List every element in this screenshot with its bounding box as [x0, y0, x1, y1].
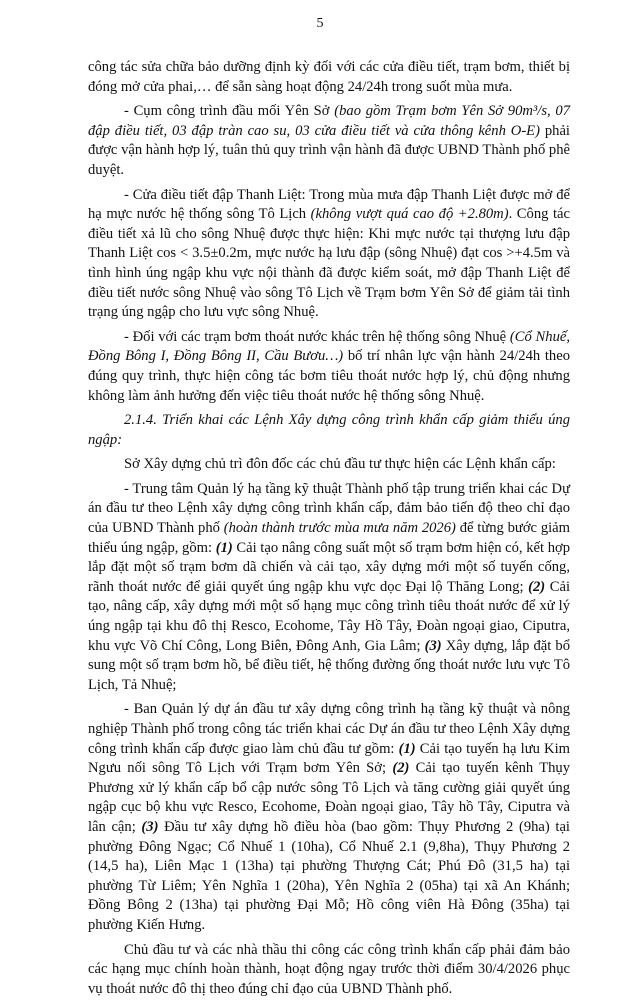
text-run: công tác sửa chữa bảo dưỡng định kỳ đối với các cửa điều tiết, trạm bơm, thiết bị đóng mở cửa phai,… để sẵn sàng hoạt động 24/24h trong suốt mùa mưa. [88, 59, 570, 95]
text-run: (hoàn thành trước mùa mưa năm 2026) [223, 520, 456, 537]
text-run: phải được vận hành hợp lý, tuân thủ quy trình vận hành đã được UBND Thành phố phê duyệt. [88, 122, 570, 178]
text-run: - Trung tâm Quản lý hạ tầng kỹ thuật Thành phố tập trung triển khai các Dự án đầu tư theo Lệnh xây dựng công trình khẩn cấp, đảm bảo tiến độ theo chỉ đạo của UBND Thành phố [88, 480, 570, 537]
page-number: 5 [316, 16, 324, 31]
text-run: Cải tạo nâng công suất một số trạm bơm hiện có, kết hợp lắp đặt một số trạm bơm dã chiến và cải tạo, xây dựng mới một số tuyến cống, rãnh thoát nước để giải quyết úng ngập khu vực dọc Đại lộ Thăng Long; [88, 539, 571, 595]
text-run: (3) [141, 818, 159, 835]
paragraph-yen-so-cluster [88, 102, 570, 180]
paragraph-maintenance [88, 58, 570, 97]
paragraph-thanh-liet-dam [88, 186, 570, 323]
text-run: Sở Xây dựng chủ trì đôn đốc các chủ đầu tư thực hiện các Lệnh khẩn cấp: [124, 456, 556, 473]
text-run: Xây dựng, lắp đặt bổ sung một số trạm bơm hồ, bể điều tiết, hệ thống đường ống thoát nước lưu vực Tô Lịch, Tả Nhuệ; [88, 637, 570, 693]
text-run: - Đối với các trạm bơm thoát nước khác trên hệ thống sông Nhuệ [124, 328, 510, 345]
paragraph-infrastructure-center [88, 480, 570, 696]
text-run: - Ban Quản lý dự án đầu tư xây dựng công trình hạ tầng kỹ thuật và nông nghiệp Thành phố trong công tác triển khai các Dự án đầu tư theo Lệnh Xây dựng công trình khẩn cấp được giao làm chủ đầu tư gồm: [88, 701, 570, 757]
text-run: (1) [398, 740, 416, 757]
text-run: (bao gồm Trạm bơm Yên Sở 90m³/s, 07 đập điều tiết, 03 đập tràn cao su, 03 cửa điều tiết và cửa thông kênh O-E) [88, 103, 570, 139]
paragraph-project-board [88, 700, 570, 935]
text-run: 2.1.4. Triển khai các Lệnh Xây dựng công trình khẩn cấp giảm thiểu úng ngập: [88, 412, 570, 448]
text-run: (không vượt quá cao độ +2.80m) [310, 206, 509, 223]
text-run: Cải tạo tuyến hạ lưu Kim Ngưu nối sông Tô Lịch với Trạm bơm Yên Sở; [88, 740, 571, 777]
text-run: Đầu tư xây dựng hồ điều hòa (bao gồm: Thụy Phương 2 (9ha) tại phường Đông Ngạc; Cổ Nhuế 1 (10ha), Cổ Nhuế 2.1 (9,8ha), Thụy Phương 2 (14,5 ha), Liên Mạc 1 (13ha) tại phường Thượng Cát; Phú Đô (31,5 ha) tại phường Từ Liêm; Yên Nghĩa 1 (20ha), Yên Nghĩa 2 (05ha) tại xã An Khánh; Đồng Bông 2 (13ha) tại phường Đại Mỗ; Hồ công viên Hà Đông (35ha) tại phường Kiến Hưng. [88, 818, 570, 933]
text-run: để từng bước giảm thiểu úng ngập, gồm: [88, 520, 571, 556]
text-run: (Cổ Nhuế, Đồng Bông I, Đồng Bông II, Cầu Bươu…) [88, 328, 570, 365]
text-run: Chủ đầu tư và các nhà thầu thi công các công trình khẩn cấp phải đảm bảo các hạng mục chính hoàn thành, hoạt động ngay trước thời điểm 30/4/2026 phục vụ thoát nước đô thị theo đúng chỉ đạo của UBND Thành phố. [88, 941, 570, 997]
text-run: - Cửa điều tiết đập Thanh Liệt: Trong mùa mưa đập Thanh Liệt được mở để hạ mực nước hệ thống sông Tô Lịch [88, 186, 570, 223]
text-run: (2) [528, 578, 546, 595]
paragraph-nhue-pump-stations [88, 328, 570, 406]
paragraph-deadline [88, 941, 570, 1000]
text-run: Cải tạo, nâng cấp, xây dựng mới một số hạng mục công trình tiêu thoát nước để xử lý úng ngập tại khu đô thị Resco, Ecohome, Tây Hồ Tây, Đoàn ngoại giao, Ciputra, khu vực Võ Chí Công, Long Biên, Đông Anh, Gia Lâm; [88, 578, 570, 654]
text-run: (3) [424, 637, 442, 654]
section-heading-2-1-4 [88, 411, 570, 450]
document-body [88, 58, 570, 1004]
text-run: Cải tạo tuyến kênh Thụy Phương xử lý khẩn cấp bổ cập nước sông Tô Lịch và tăng cường giải quyết úng ngập cục bộ khu vực Resco, Ecohome, Đoàn ngoại giao, Tây hồ Tây, Ciputra và lân cận; [88, 760, 571, 835]
text-run: bố trí nhân lực vận hành 24/24h theo đúng quy trình, thực hiện công tác bơm tiêu thoát nước hợp lý, chủ động nhưng không làm ảnh hưởng đến việc tiêu thoát nước hệ thống sông Nhuệ. [88, 348, 570, 404]
text-run: - Cụm công trình đầu mối Yên Sở [124, 103, 335, 120]
paragraph-department-lead [88, 455, 570, 475]
text-run: . Công tác điều tiết xả lũ cho sông Nhuệ được thực hiện: Khi mực nước tại thượng lưu đập Thanh Liệt cos < 3.5±0.2m, mực nước hạ lưu đập (sông Nhuệ) đạt cos >+4.5m và tình hình úng ngập khu vực nội thành đã được kiểm soát, mở đập Thanh Liệt để điều tiết nước sông Nhuệ vào sông Tô Lịch về Trạm bơm Yên Sở để giảm tải tình trạng úng ngập cho lưu vực sông Nhuệ. [88, 206, 570, 321]
text-run: (2) [392, 760, 410, 777]
text-run: (1) [215, 539, 233, 556]
